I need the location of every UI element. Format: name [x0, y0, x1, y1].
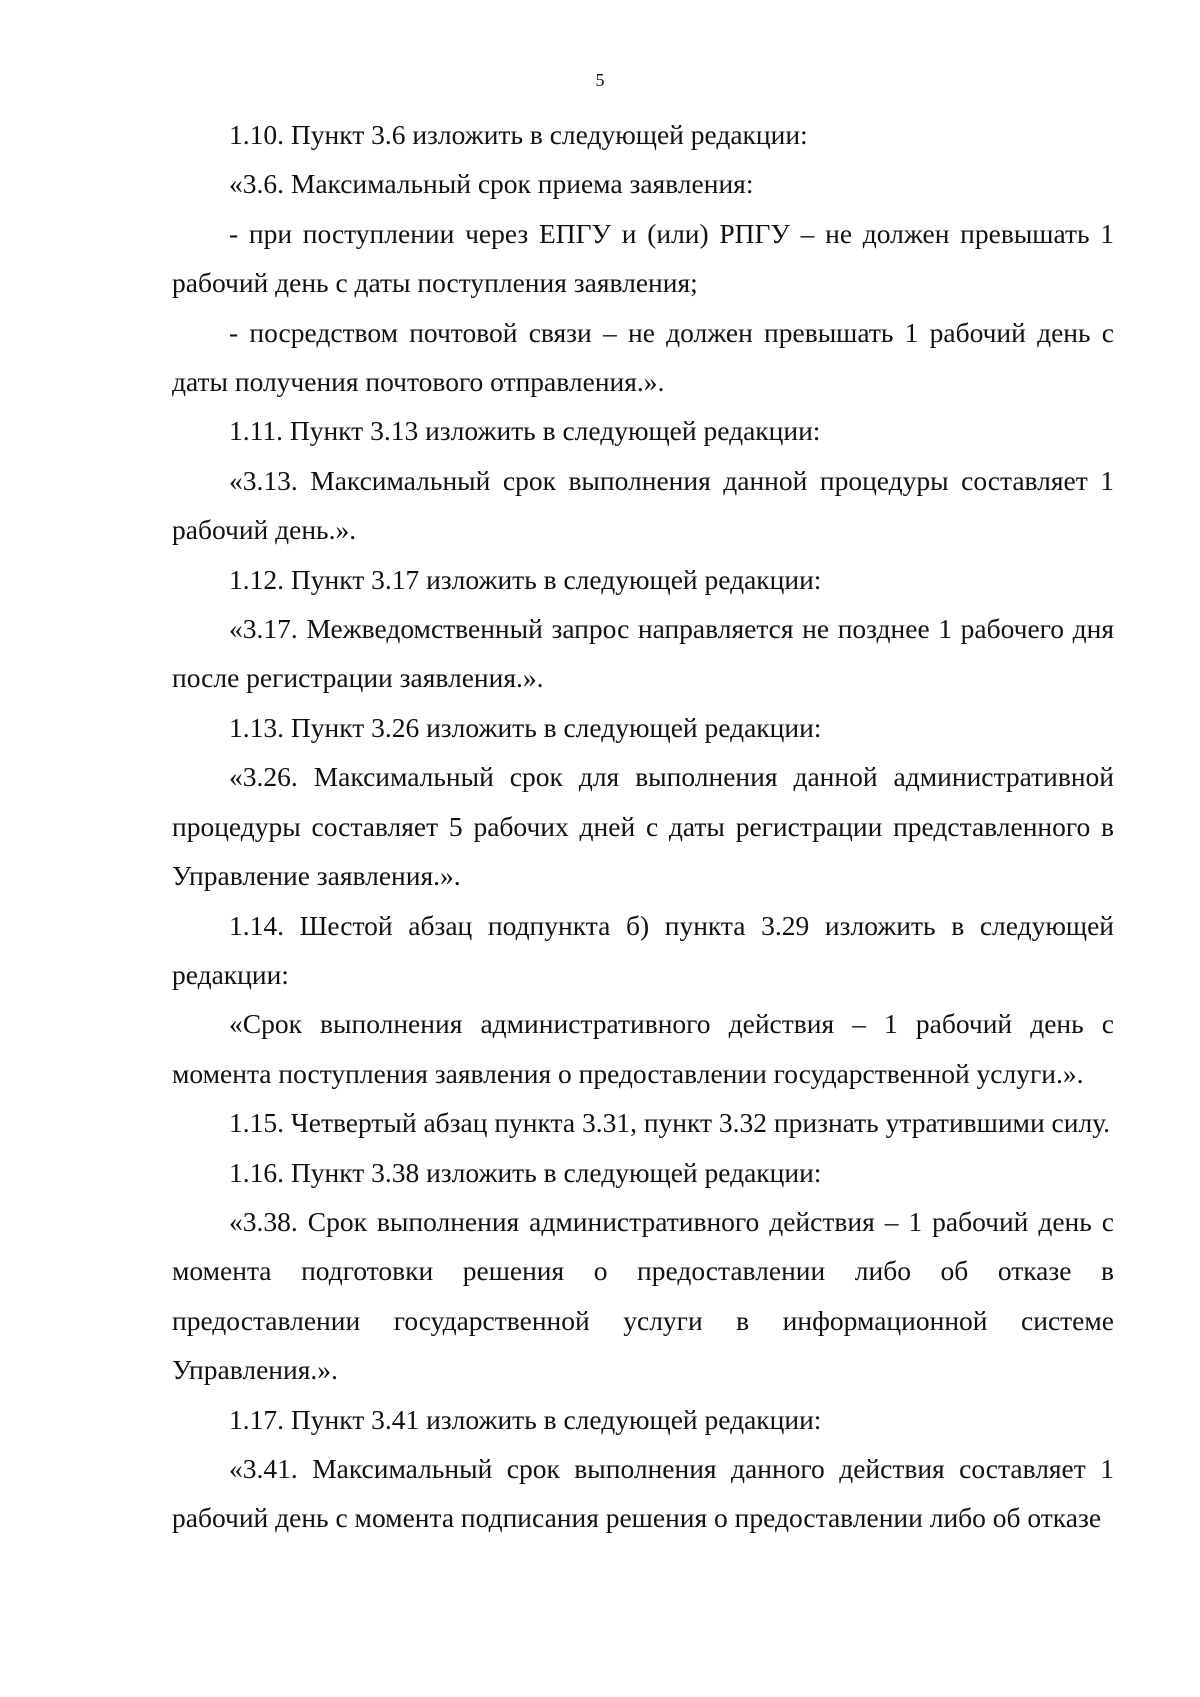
- paragraph-1-11: 1.11. Пункт 3.13 изложить в следующей редакции:: [229, 415, 821, 447]
- paragraph-1-14: 1.14. Шестой абзац подпункта б) пункта 3.29 изложить в следующей редакции:: [172, 909, 1114, 990]
- paragraph-quote-3-41: «3.41. Максимальный срок выполнения данного действия составляет 1 рабочий день с момента подписания решения о предоставлении либо об отказе: [172, 1452, 1114, 1534]
- paragraph-1-17: 1.17. Пункт 3.41 изложить в следующей редакции:: [229, 1403, 822, 1435]
- paragraph-postal-term: - посредством почтовой связи – не должен превышать 1 рабочий день с даты получения почтового отправления.».: [172, 316, 1114, 398]
- paragraph-1-13: 1.13. Пункт 3.26 изложить в следующей редакции:: [229, 711, 822, 743]
- paragraph-quote-3-6: «3.6. Максимальный срок приема заявления:: [229, 168, 754, 200]
- paragraph-1-16: 1.16. Пункт 3.38 изложить в следующей редакции:: [229, 1156, 822, 1188]
- paragraph-1-12: 1.12. Пункт 3.17 изложить в следующей редакции:: [229, 563, 822, 595]
- paragraph-quote-3-26: «3.26. Максимальный срок для выполнения данной административной процедуры составляет 5 рабочих дней с даты регистрации представленного в Управление заявления.».: [172, 761, 1114, 892]
- document-body: [172, 110, 1114, 1543]
- paragraph-quote-3-17: «3.17. Межведомственный запрос направляется не позднее 1 рабочего дня после регистрации заявления.».: [172, 613, 1114, 694]
- paragraph-quote-3-38: «3.38. Срок выполнения административного действия – 1 рабочий день с момента подготовки решения о предоставлении либо об отказе в предоставлении государственной услуги в информационной системе Управления.».: [172, 1205, 1114, 1386]
- paragraph-quote-3-13: «3.13. Максимальный срок выполнения данной процедуры составляет 1 рабочий день.».: [172, 464, 1114, 546]
- paragraph-epgu-term: - при поступлении через ЕПГУ и (или) РПГУ – не должен превышать 1 рабочий день с даты поступления заявления;: [172, 217, 1114, 299]
- paragraph-quote-deadline: «Срок выполнения административного действия – 1 рабочий день с момента поступления заявления о предоставлении государственной услуги.».: [172, 1008, 1114, 1089]
- paragraph-1-15: 1.15. Четвертый абзац пункта 3.31, пункт 3.32 признать утратившими силу.: [229, 1107, 1111, 1139]
- page-number: 5: [595, 70, 605, 90]
- paragraph-1-10: 1.10. Пункт 3.6 изложить в следующей редакции:: [229, 119, 808, 150]
